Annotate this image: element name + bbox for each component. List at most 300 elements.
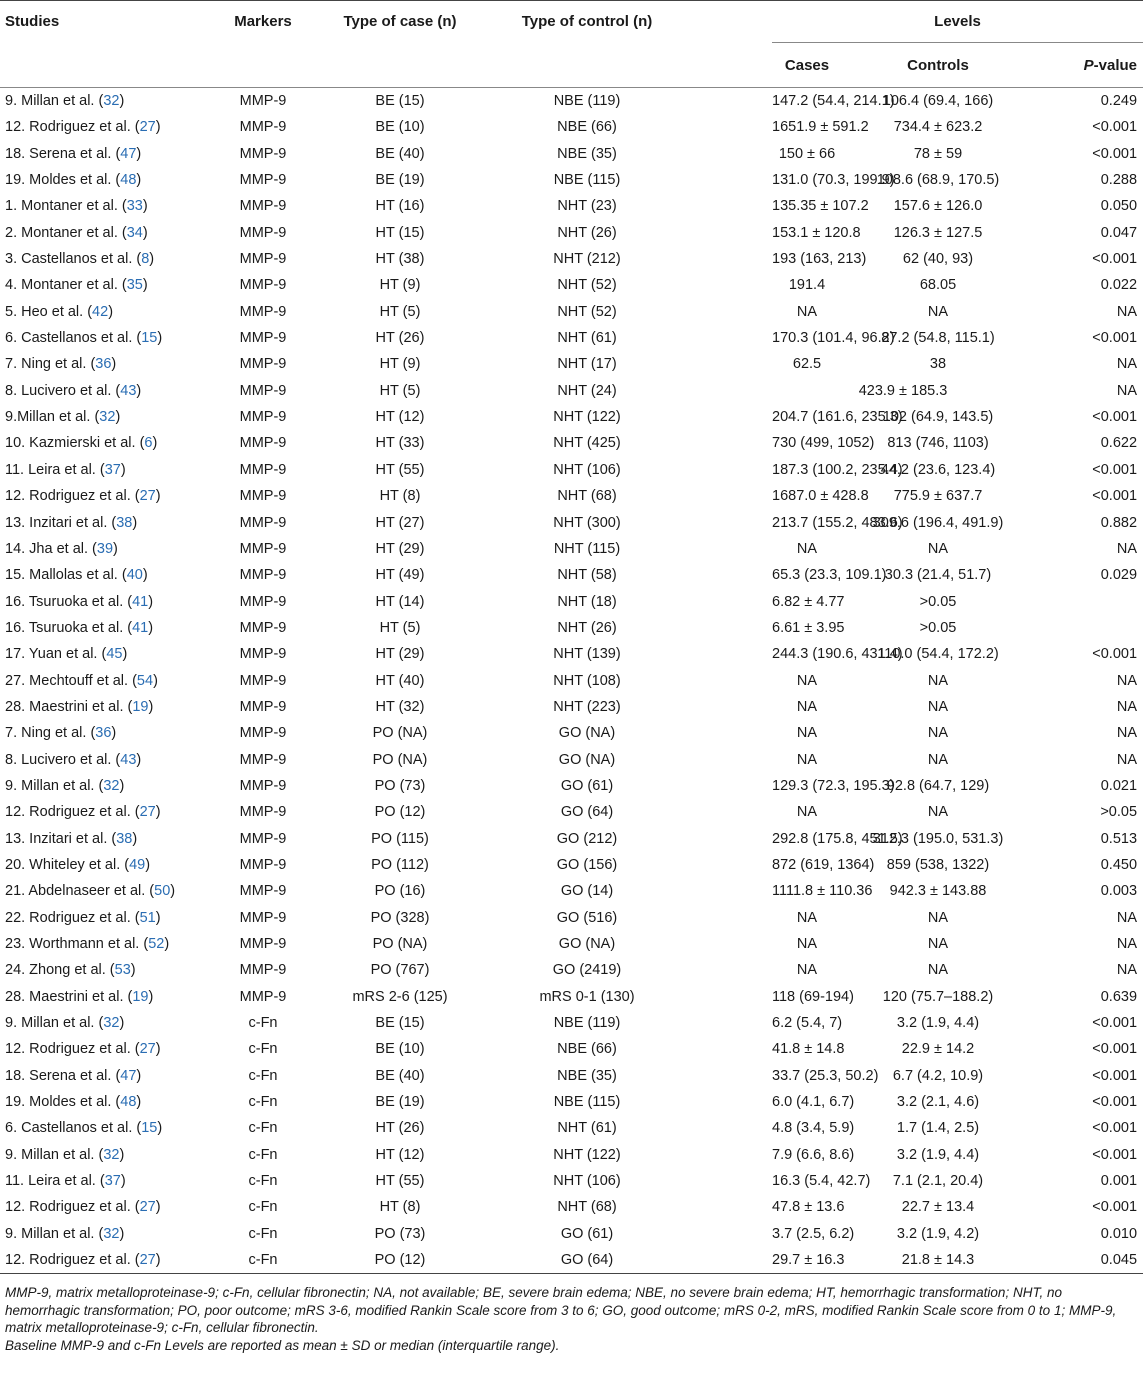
cell-controls: 78 ± 59 — [913, 145, 963, 162]
study-name: 17. Yuan et al. — [5, 646, 98, 663]
cell-cases: NA — [796, 698, 818, 715]
cell-study: 9. Millan et al. (32) — [5, 1146, 125, 1163]
header-p-suffix: -value — [1093, 56, 1138, 74]
cell-control: GO (156) — [556, 856, 618, 873]
cell-marker: MMP-9 — [239, 172, 287, 189]
cell-case: BE (15) — [375, 93, 425, 109]
cell-case: HT (12) — [375, 1146, 425, 1163]
cell-controls: 62 (40, 93) — [902, 251, 974, 268]
cell-controls: NA — [927, 936, 949, 952]
cell-cases: NA — [796, 804, 818, 821]
cell-controls: 775.9 ± 637.7 — [893, 488, 983, 505]
cell-controls: 22.9 ± 14.2 — [901, 1041, 975, 1058]
table-row — [0, 773, 1143, 799]
cell-controls: 309.6 (196.4, 491.9) — [872, 514, 1004, 531]
header-studies: Studies — [5, 13, 60, 30]
table-row — [0, 457, 1143, 483]
cell-p-value: NA — [1116, 540, 1138, 557]
reference-link[interactable]: 27 — [139, 1041, 156, 1058]
cell-study: 12. Rodriguez et al. (27) — [5, 488, 161, 505]
cell-control: NHT (58) — [557, 567, 617, 584]
reference-link[interactable]: 45 — [106, 646, 123, 663]
reference-link[interactable]: 40 — [126, 567, 143, 584]
reference-link[interactable]: 36 — [95, 725, 112, 742]
table-row — [0, 299, 1143, 325]
cell-marker: MMP-9 — [239, 330, 287, 347]
cell-control: NHT (425) — [553, 435, 621, 452]
cell-cases: NA — [796, 672, 818, 689]
cell-study: 21. Abdelnaseer et al. (50) — [5, 883, 176, 900]
reference-link[interactable]: 27 — [139, 1252, 156, 1269]
cell-control: NHT (106) — [553, 461, 621, 478]
cell-cases: NA — [796, 909, 818, 926]
cell-cases: 292.8 (175.8, 451.5) — [772, 830, 903, 847]
cell-case: PO (NA) — [372, 751, 428, 768]
cell-controls: 1.7 (1.4, 2.5) — [896, 1120, 980, 1137]
cell-cases: NA — [796, 751, 818, 768]
reference-link[interactable]: 36 — [95, 356, 112, 373]
cell-control: NHT (26) — [557, 224, 617, 241]
cell-cases: 1651.9 ± 591.2 — [772, 119, 869, 136]
cell-study: 24. Zhong et al. (53) — [5, 962, 136, 979]
reference-link[interactable]: 38 — [116, 830, 133, 847]
header-levels-label: Levels — [934, 13, 981, 30]
cell-cases: 65.3 (23.3, 109.1) — [772, 567, 887, 584]
cell-controls: 22.7 ± 13.4 — [901, 1199, 975, 1216]
cell-case: HT (55) — [375, 1173, 425, 1190]
cell-p-value: NA — [1116, 909, 1138, 926]
cell-marker: MMP-9 — [239, 409, 287, 426]
study-name: 13. Inzitari et al. — [5, 514, 108, 531]
cell-control: mRS 0-1 (130) — [539, 988, 635, 1005]
cell-marker: MMP-9 — [239, 514, 287, 531]
cell-study: 7. Ning et al. (36) — [5, 725, 117, 742]
table-body — [0, 88, 1143, 1274]
header-markers: Markers — [234, 13, 292, 30]
cell-case: HT (15) — [375, 224, 425, 241]
cell-study: 8. Lucivero et al. (43) — [5, 751, 142, 768]
reference-link[interactable]: 19 — [132, 988, 149, 1005]
cell-study: 14. Jha et al. (39) — [5, 540, 118, 557]
cell-cases: 6.82 ± 4.77 — [772, 593, 845, 610]
cell-case: PO (328) — [370, 909, 430, 926]
reference-link[interactable]: 32 — [103, 93, 120, 109]
cell-case: PO (16) — [374, 883, 426, 900]
study-name: 9. Millan et al. — [5, 1225, 95, 1242]
table-row — [0, 1089, 1143, 1115]
reference-link[interactable]: 32 — [103, 1146, 120, 1163]
cell-study: 1. Montaner et al. (33) — [5, 198, 148, 215]
cell-case: BE (15) — [375, 1015, 425, 1032]
table-row — [0, 826, 1143, 852]
study-name: 16. Tsuruoka et al. — [5, 619, 124, 636]
cell-cases: 213.7 (155.2, 483.6) — [772, 514, 903, 531]
cell-marker: MMP-9 — [239, 461, 287, 478]
cell-cases: 6.61 ± 3.95 — [772, 619, 845, 636]
cell-p-value: NA — [1116, 962, 1138, 979]
reference-link[interactable]: 33 — [126, 198, 143, 215]
cell-marker: MMP-9 — [239, 804, 287, 821]
cell-cases: 4.8 (3.4, 5.9) — [772, 1120, 855, 1137]
cell-case: PO (115) — [371, 830, 429, 847]
cell-control: NHT (139) — [553, 646, 621, 663]
reference-link[interactable]: 15 — [141, 330, 158, 347]
table-row — [0, 1142, 1143, 1168]
cell-p-value: NA — [1116, 936, 1138, 952]
reference-link[interactable]: 51 — [139, 909, 156, 926]
reference-link[interactable]: 50 — [154, 883, 171, 900]
cell-p-value: NA — [1116, 356, 1138, 373]
cell-control: NHT (23) — [557, 198, 617, 215]
cell-case: BE (40) — [375, 1067, 425, 1084]
cell-marker: MMP-9 — [239, 856, 287, 873]
cell-case: HT (12) — [375, 409, 425, 426]
study-name: 9. Millan et al. — [5, 1146, 95, 1163]
study-name: 7. Ning et al. — [5, 356, 87, 373]
cell-marker: MMP-9 — [239, 988, 287, 1005]
cell-marker: MMP-9 — [239, 198, 287, 215]
cell-p-value: 0.513 — [1100, 830, 1138, 847]
cell-marker: c-Fn — [248, 1173, 278, 1190]
table-row — [0, 1221, 1143, 1247]
table-row — [0, 878, 1143, 904]
cell-cases: 244.3 (190.6, 431.4) — [772, 646, 903, 663]
cell-marker: MMP-9 — [239, 382, 287, 399]
cell-control: NBE (115) — [553, 172, 621, 189]
cell-case: BE (19) — [375, 172, 425, 189]
reference-link[interactable]: 34 — [126, 224, 143, 241]
cell-control: NHT (17) — [557, 356, 617, 373]
cell-study: 12. Rodriguez et al. (27) — [5, 1041, 161, 1058]
table-row — [0, 141, 1143, 167]
cell-control: NHT (115) — [553, 540, 621, 557]
reference-link[interactable]: 37 — [104, 461, 121, 478]
cell-marker: MMP-9 — [239, 435, 287, 452]
cell-control: GO (NA) — [558, 936, 616, 952]
header-levels — [702, 1, 1143, 44]
cell-study: 2. Montaner et al. (34) — [5, 224, 148, 241]
cell-control: NBE (66) — [557, 1041, 617, 1058]
cell-study: 9. Millan et al. (32) — [5, 1015, 125, 1032]
cell-study: 18. Serena et al. (47) — [5, 1067, 142, 1084]
reference-link[interactable]: 41 — [132, 593, 149, 610]
study-name: 18. Serena et al. — [5, 1067, 112, 1084]
reference-link[interactable]: 35 — [126, 277, 143, 294]
reference-link[interactable]: 54 — [136, 672, 154, 689]
table-row — [0, 325, 1143, 351]
table-row — [0, 193, 1143, 219]
cell-cases: NA — [796, 303, 818, 320]
cell-p-value: 0.050 — [1100, 198, 1138, 215]
study-name: 8. Lucivero et al. — [5, 382, 112, 399]
cell-case: HT (26) — [375, 1120, 425, 1137]
cell-study: 12. Rodriguez et al. (27) — [5, 1199, 161, 1216]
cell-marker: MMP-9 — [239, 777, 287, 794]
header-type-of-case: Type of case (n) — [343, 13, 457, 30]
table-row — [0, 114, 1143, 140]
cell-study: 9. Millan et al. (32) — [5, 777, 125, 794]
reference-link[interactable]: 32 — [103, 1225, 120, 1242]
footnote-baseline: Baseline MMP-9 and c-Fn Levels are reported as mean ± SD or median (interquartile range). — [5, 1337, 560, 1353]
study-name: 11. Leira et al. — [5, 1173, 96, 1190]
cell-controls: 21.8 ± 14.3 — [842, 1247, 1034, 1274]
cell-marker: MMP-9 — [239, 646, 287, 663]
cell-cases: 730 (499, 1052) — [772, 435, 875, 452]
header-cases: Cases — [784, 56, 830, 74]
reference-link[interactable]: 48 — [120, 172, 137, 189]
cell-p-value: 0.288 — [1100, 172, 1138, 189]
cell-controls: 3.2 (1.9, 4.2) — [896, 1225, 980, 1242]
cell-p-value: NA — [1116, 725, 1138, 742]
cell-controls: NA — [927, 698, 949, 715]
cell-control: NHT (106) — [553, 1173, 621, 1190]
reference-link[interactable]: 53 — [114, 962, 131, 979]
cell-case: PO (73) — [374, 777, 426, 794]
study-name: 6. Castellanos et al. — [5, 330, 133, 347]
cell-case: HT (27) — [375, 514, 425, 531]
cell-control: NHT (24) — [557, 382, 617, 399]
reference-link[interactable]: 43 — [120, 751, 137, 768]
header-p-italic: P — [1083, 56, 1094, 74]
cell-marker: MMP-9 — [239, 145, 287, 162]
table-row — [0, 483, 1143, 509]
study-name: 24. Zhong et al. — [5, 962, 106, 979]
cell-marker: MMP-9 — [239, 224, 287, 241]
study-name: 12. Rodriguez et al. — [5, 488, 131, 505]
table-row — [0, 404, 1143, 430]
cell-study: 12. Rodriguez et al. (27) — [0, 1247, 198, 1274]
cell-cases: 16.3 (5.4, 42.7) — [772, 1173, 871, 1190]
header-controls: Controls — [907, 56, 969, 74]
reference-link[interactable]: 27 — [139, 804, 156, 821]
table-row — [0, 694, 1143, 720]
cell-cases: 131.0 (70.3, 199.9) — [772, 172, 895, 189]
cell-marker: MMP-9 — [239, 936, 287, 952]
cell-controls: NA — [927, 672, 949, 689]
cell-case: HT (49) — [375, 567, 425, 584]
cell-study: 10. Kazmierski et al. (6) — [5, 435, 158, 452]
cell-study: 13. Inzitari et al. (38) — [5, 514, 138, 531]
table-row — [0, 1168, 1143, 1194]
cell-marker: MMP-9 — [239, 962, 287, 979]
cell-study: 27. Mechtouff et al. (54) — [5, 672, 158, 689]
cell-case: HT (14) — [375, 593, 425, 610]
table-row — [0, 905, 1143, 931]
cell-controls: >0.05 — [919, 619, 957, 636]
cell-p-value: 0.639 — [1100, 988, 1138, 1005]
cell-controls: 942.3 ± 143.88 — [889, 883, 987, 900]
cell-marker: MMP-9 — [239, 567, 287, 584]
cell-controls: 3.2 (1.9, 4.4) — [896, 1146, 980, 1163]
cell-levels-merged: 423.9 ± 185.3 — [858, 382, 948, 399]
study-name: 12. Rodriguez et al. — [5, 1041, 131, 1058]
cell-case: PO (767) — [370, 962, 430, 979]
cell-marker: c-Fn — [248, 1120, 278, 1137]
reference-link[interactable]: 37 — [104, 1173, 121, 1190]
reference-link[interactable]: 39 — [96, 540, 114, 557]
cell-study: 12. Rodriguez et al. (27) — [5, 804, 161, 821]
reference-link[interactable]: 41 — [132, 619, 149, 636]
reference-link[interactable]: 47 — [120, 145, 137, 162]
cell-p-value: 0.001 — [1100, 1173, 1138, 1190]
table-header — [0, 1, 1143, 88]
cell-controls: NA — [927, 909, 949, 926]
header-p-value — [1034, 43, 1143, 88]
cell-cases: 193 (163, 213) — [772, 251, 867, 268]
cell-marker: MMP-9 — [239, 698, 287, 715]
cell-controls: NA — [927, 751, 949, 768]
table-row — [0, 562, 1143, 588]
reference-link[interactable]: 38 — [116, 514, 133, 531]
cell-marker: MMP-9 — [239, 619, 287, 636]
table-row — [0, 589, 1143, 615]
cell-controls: 7.1 (2.1, 20.4) — [892, 1173, 984, 1190]
cell-cases: 187.3 (100.2, 235.4) — [772, 461, 903, 478]
table-row — [0, 1115, 1143, 1141]
cell-case: PO (NA) — [372, 725, 428, 742]
cell-study: 8. Lucivero et al. (43) — [5, 382, 142, 399]
cell-case: HT (8) — [379, 488, 421, 505]
cell-marker: c-Fn — [248, 1199, 278, 1216]
cell-marker: c-Fn — [248, 1015, 278, 1032]
reference-link[interactable]: 6 — [144, 435, 153, 452]
cell-control: GO (61) — [560, 1225, 614, 1242]
cell-control: NBE (35) — [557, 145, 617, 162]
table-footnotes — [0, 1274, 1143, 1354]
reference-link[interactable]: 49 — [129, 856, 146, 873]
table-row — [0, 720, 1143, 746]
cell-p-value: 0.010 — [1100, 1225, 1138, 1242]
cell-cases: 147.2 (54.4, 214.1) — [772, 93, 895, 109]
reference-link[interactable]: 15 — [141, 1120, 158, 1137]
cell-study: 20. Whiteley et al. (49) — [5, 856, 151, 873]
cell-p-value: NA — [1116, 698, 1138, 715]
cell-marker: MMP-9 — [239, 303, 287, 320]
study-name: 10. Kazmierski et al. — [5, 435, 136, 452]
cell-study: 4. Montaner et al. (35) — [5, 277, 148, 294]
cell-marker: MMP-9 — [239, 830, 287, 847]
table-row — [0, 799, 1143, 825]
reference-link[interactable]: 52 — [148, 936, 165, 952]
reference-link[interactable]: 8 — [141, 251, 150, 268]
table-row — [0, 510, 1143, 536]
study-name: 9. Millan et al. — [5, 93, 95, 109]
cell-p-value: 0.882 — [1100, 514, 1138, 531]
cell-case: HT (32) — [375, 698, 425, 715]
cell-control: NBE (66) — [557, 119, 617, 136]
cell-p-value: NA — [1116, 751, 1138, 768]
cell-controls: 813 (746, 1103) — [887, 435, 989, 452]
cell-controls: 157.6 ± 126.0 — [893, 198, 983, 215]
cell-p-value: <0.001 — [1092, 1041, 1138, 1058]
cell-cases: 41.8 ± 14.8 — [772, 1041, 845, 1058]
cell-marker: MMP-9 — [239, 277, 287, 294]
reference-link[interactable]: 27 — [139, 119, 156, 136]
cell-cases: 62.5 — [792, 356, 822, 373]
cell-cases: 150 ± 66 — [778, 145, 836, 162]
cell-p-value: <0.001 — [1092, 119, 1138, 136]
study-name: 23. Worthmann et al. — [5, 936, 140, 952]
cell-p-value: <0.001 — [1092, 1067, 1138, 1084]
reference-link[interactable]: 32 — [103, 777, 120, 794]
cell-controls: NA — [927, 962, 949, 979]
cell-study: 11. Leira et al. (37) — [5, 1173, 126, 1190]
cell-study: 28. Maestrini et al. (19) — [5, 988, 154, 1005]
cell-control: GO (212) — [556, 830, 618, 847]
reference-link[interactable]: 47 — [120, 1067, 137, 1084]
cell-control: NHT (52) — [557, 277, 617, 294]
table-row — [0, 378, 1143, 404]
cell-study: 17. Yuan et al. (45) — [5, 646, 128, 663]
cell-cases: 153.1 ± 120.8 — [772, 224, 861, 241]
cell-p-value: <0.001 — [1092, 145, 1138, 162]
study-name: 19. Moldes et al. — [5, 1094, 112, 1111]
reference-link[interactable]: 27 — [139, 488, 156, 505]
reference-link[interactable]: 32 — [103, 1015, 120, 1032]
reference-link[interactable]: 42 — [92, 303, 109, 320]
study-name: 13. Inzitari et al. — [5, 830, 108, 847]
table-row — [0, 430, 1143, 456]
study-name: 12. Rodriguez et al. — [5, 1199, 131, 1216]
cell-control: NBE (115) — [553, 1094, 621, 1111]
cell-case: PO (NA) — [372, 936, 428, 952]
cell-control: NHT (108) — [553, 672, 621, 689]
cell-controls: 734.4 ± 623.2 — [893, 119, 983, 136]
cell-cases: 33.7 (25.3, 50.2) — [772, 1067, 879, 1084]
cell-p-value: <0.001 — [1092, 251, 1138, 268]
cell-p-value: >0.05 — [1100, 804, 1138, 821]
reference-link[interactable]: 48 — [120, 1094, 137, 1111]
cell-control: NHT (122) — [553, 409, 621, 426]
cell-marker: MMP-9 — [239, 883, 287, 900]
cell-cases: 6.2 (5.4, 7) — [772, 1015, 843, 1032]
cell-control: NHT (68) — [557, 488, 617, 505]
cell-marker: c-Fn — [248, 1094, 278, 1111]
cell-controls: 312.3 (195.0, 531.3) — [872, 830, 1004, 847]
cell-marker: c-Fn — [248, 1041, 278, 1058]
table-row — [0, 1010, 1143, 1036]
cell-controls: 106.4 (69.4, 166) — [882, 93, 994, 109]
cell-controls: 87.2 (54.8, 115.1) — [881, 330, 995, 347]
cell-case: HT (9) — [379, 277, 421, 294]
cell-marker: MMP-9 — [239, 488, 287, 505]
reference-link[interactable]: 19 — [132, 698, 149, 715]
cell-p-value — [1034, 615, 1143, 641]
cell-control: NHT (18) — [557, 593, 617, 610]
cell-case: HT (38) — [375, 251, 425, 268]
cell-case: HT (55) — [375, 461, 425, 478]
cell-controls: 120 (75.7–188.2) — [882, 988, 994, 1005]
reference-link[interactable]: 43 — [120, 382, 137, 399]
cell-marker: MMP-9 — [239, 725, 287, 742]
reference-link[interactable]: 32 — [99, 409, 116, 426]
cell-case: HT (9) — [379, 356, 421, 373]
cell-p-value: <0.001 — [1092, 1199, 1138, 1216]
cell-control: GO (NA) — [558, 725, 616, 742]
cell-controls: 126.3 ± 127.5 — [893, 224, 983, 241]
reference-link[interactable]: 27 — [139, 1199, 156, 1216]
table-row — [0, 668, 1143, 694]
cell-control: NHT (68) — [557, 1199, 617, 1216]
cell-case: PO (12) — [374, 804, 426, 821]
cell-study: 15. Mallolas et al. (40) — [5, 567, 148, 584]
cell-controls: NA — [927, 303, 949, 320]
cell-cases: 204.7 (161.6, 235.3) — [772, 409, 903, 426]
table-row — [0, 1194, 1143, 1220]
study-name: 6. Castellanos et al. — [5, 1120, 133, 1137]
study-name: 18. Serena et al. — [5, 145, 112, 162]
cell-p-value: 0.022 — [1100, 277, 1138, 294]
